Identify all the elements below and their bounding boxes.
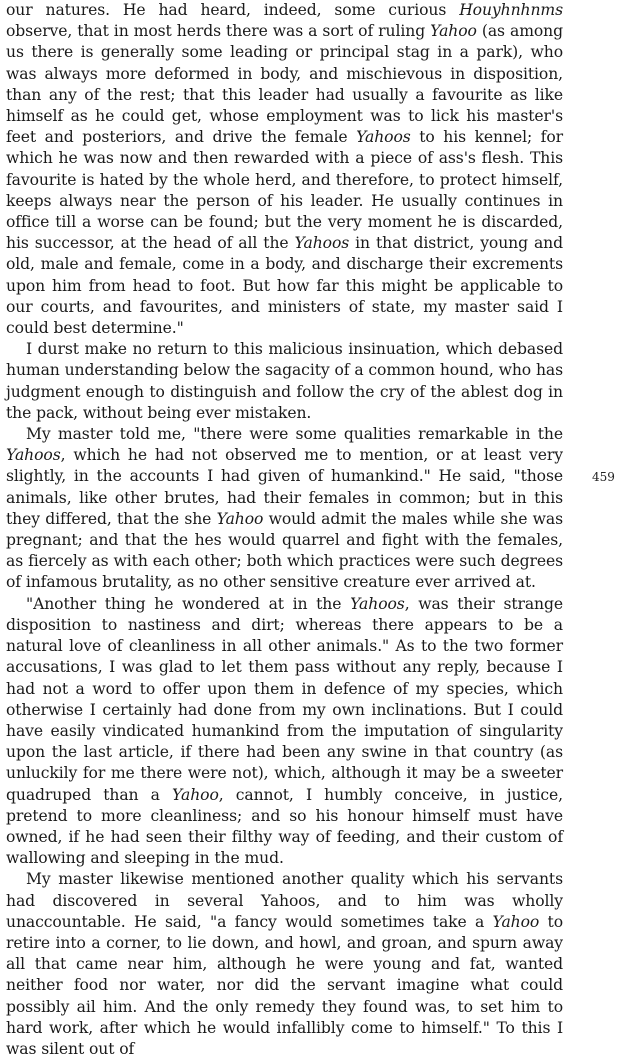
paragraph-5 [6, 869, 563, 1060]
text-run: in that district, young and old, male and female, come in a body, and discharge their excrements upon him from head to foot. But how far this might be applicable to our courts, and favourites, and ministers of state, my master said I could best determine." [6, 234, 563, 338]
italic-run: Yahoos [6, 446, 61, 465]
page-body [6, 0, 563, 1060]
text-run: , was their strange disposition to nastiness and dirt; whereas there appears to be a natural love of cleanliness in all other animals." As to the two former accusations, I was glad to let them pass without any reply, because I had not a word to offer upon them in defence of my species, which otherwise I certainly had done from my own inclinations. But I could have easily vindicated humankind from the imputation of singularity upon the last article, if there had been any swine in that country (as unluckily for me there were not), which, although it may be a sweeter quadruped than a [6, 594, 564, 804]
paragraph-2 [6, 339, 563, 424]
text-run: (as among us there is generally some leading or principal stag in a park), who was always more deformed in body, and mischievous in disposition, than any of the rest; that this leader had usually a favourite as like himself as he could get, whose employment was to lick his master's feet and posteriors, and drive the female [6, 22, 563, 147]
text-run: I durst make no return to this malicious insinuation, which debased human understanding below the sagacity of a common hound, who has judgment enough to distinguish and follow the cry of the ablest dog in the pack, without being ever mistaken. [6, 340, 563, 422]
text-run: to retire into a corner, to lie down, and howl, and groan, and spurn away all that came near him, although he were young and fat, wanted neither food nor water, nor did the servant imagine what could possibly ail him. And the only remedy they found was, to set him to hard work, after which he would infallibly come to himself." To this I was silent out of [6, 912, 563, 1058]
paragraph-1 [6, 0, 563, 339]
italic-run: Yahoo [216, 509, 264, 528]
italic-run: Houyhnhnms [459, 1, 563, 19]
italic-run: Yahoo [172, 785, 219, 804]
text-run: , cannot, I humbly conceive, in justice, pretend to more cleanliness; and so his honour himself must have owned, if he had seen their filthy way of feeding, and their custom of wallowing and sleeping in the mud. [6, 785, 563, 868]
text-run: , which he had not observed me to mention, or at least very slightly, in the accounts I had given of humankind." He said, "those animals, like other brutes, had their females in common; but in this they differed, that the she [6, 446, 563, 528]
text-run: to his kennel; for which he was now and then rewarded with a piece of ass's flesh. This favourite is hated by the whole herd, and therefore, to protect himself, keeps always near the person of his leader. He usually continues in office till a worse can be found; but the very moment he is discarded, his successor, at the head of all the [6, 128, 563, 253]
italic-run: Yahoo [430, 22, 477, 41]
italic-run: Yahoos [350, 594, 405, 613]
italic-run: Yahoos [294, 234, 350, 253]
text-run: My master likewise mentioned another quality which his servants had discovered in several Yahoos, and to him was wholly unaccountable. He said, "a fancy would sometimes take a [6, 870, 563, 931]
page-number: 459 [592, 470, 615, 484]
text-run: would admit the males while she was pregnant; and that the hes would quarrel and fight with the females, as fiercely as with each other; both which practices were such degrees of infamous brutality, as no other sensitive creature ever arrived at. [6, 509, 563, 592]
paragraph-3 [6, 424, 563, 594]
text-run: "Another thing he wondered at in the [26, 594, 351, 613]
text-run: observe, that in most herds there was a sort of ruling [6, 22, 431, 41]
paragraph-4 [6, 594, 563, 870]
italic-run: Yahoos [356, 128, 411, 147]
italic-run: Yahoo [492, 912, 540, 931]
text-run: our natures. He had heard, indeed, some curious [6, 1, 460, 19]
text-run: My master told me, "there were some qualities remarkable in the [26, 425, 563, 444]
